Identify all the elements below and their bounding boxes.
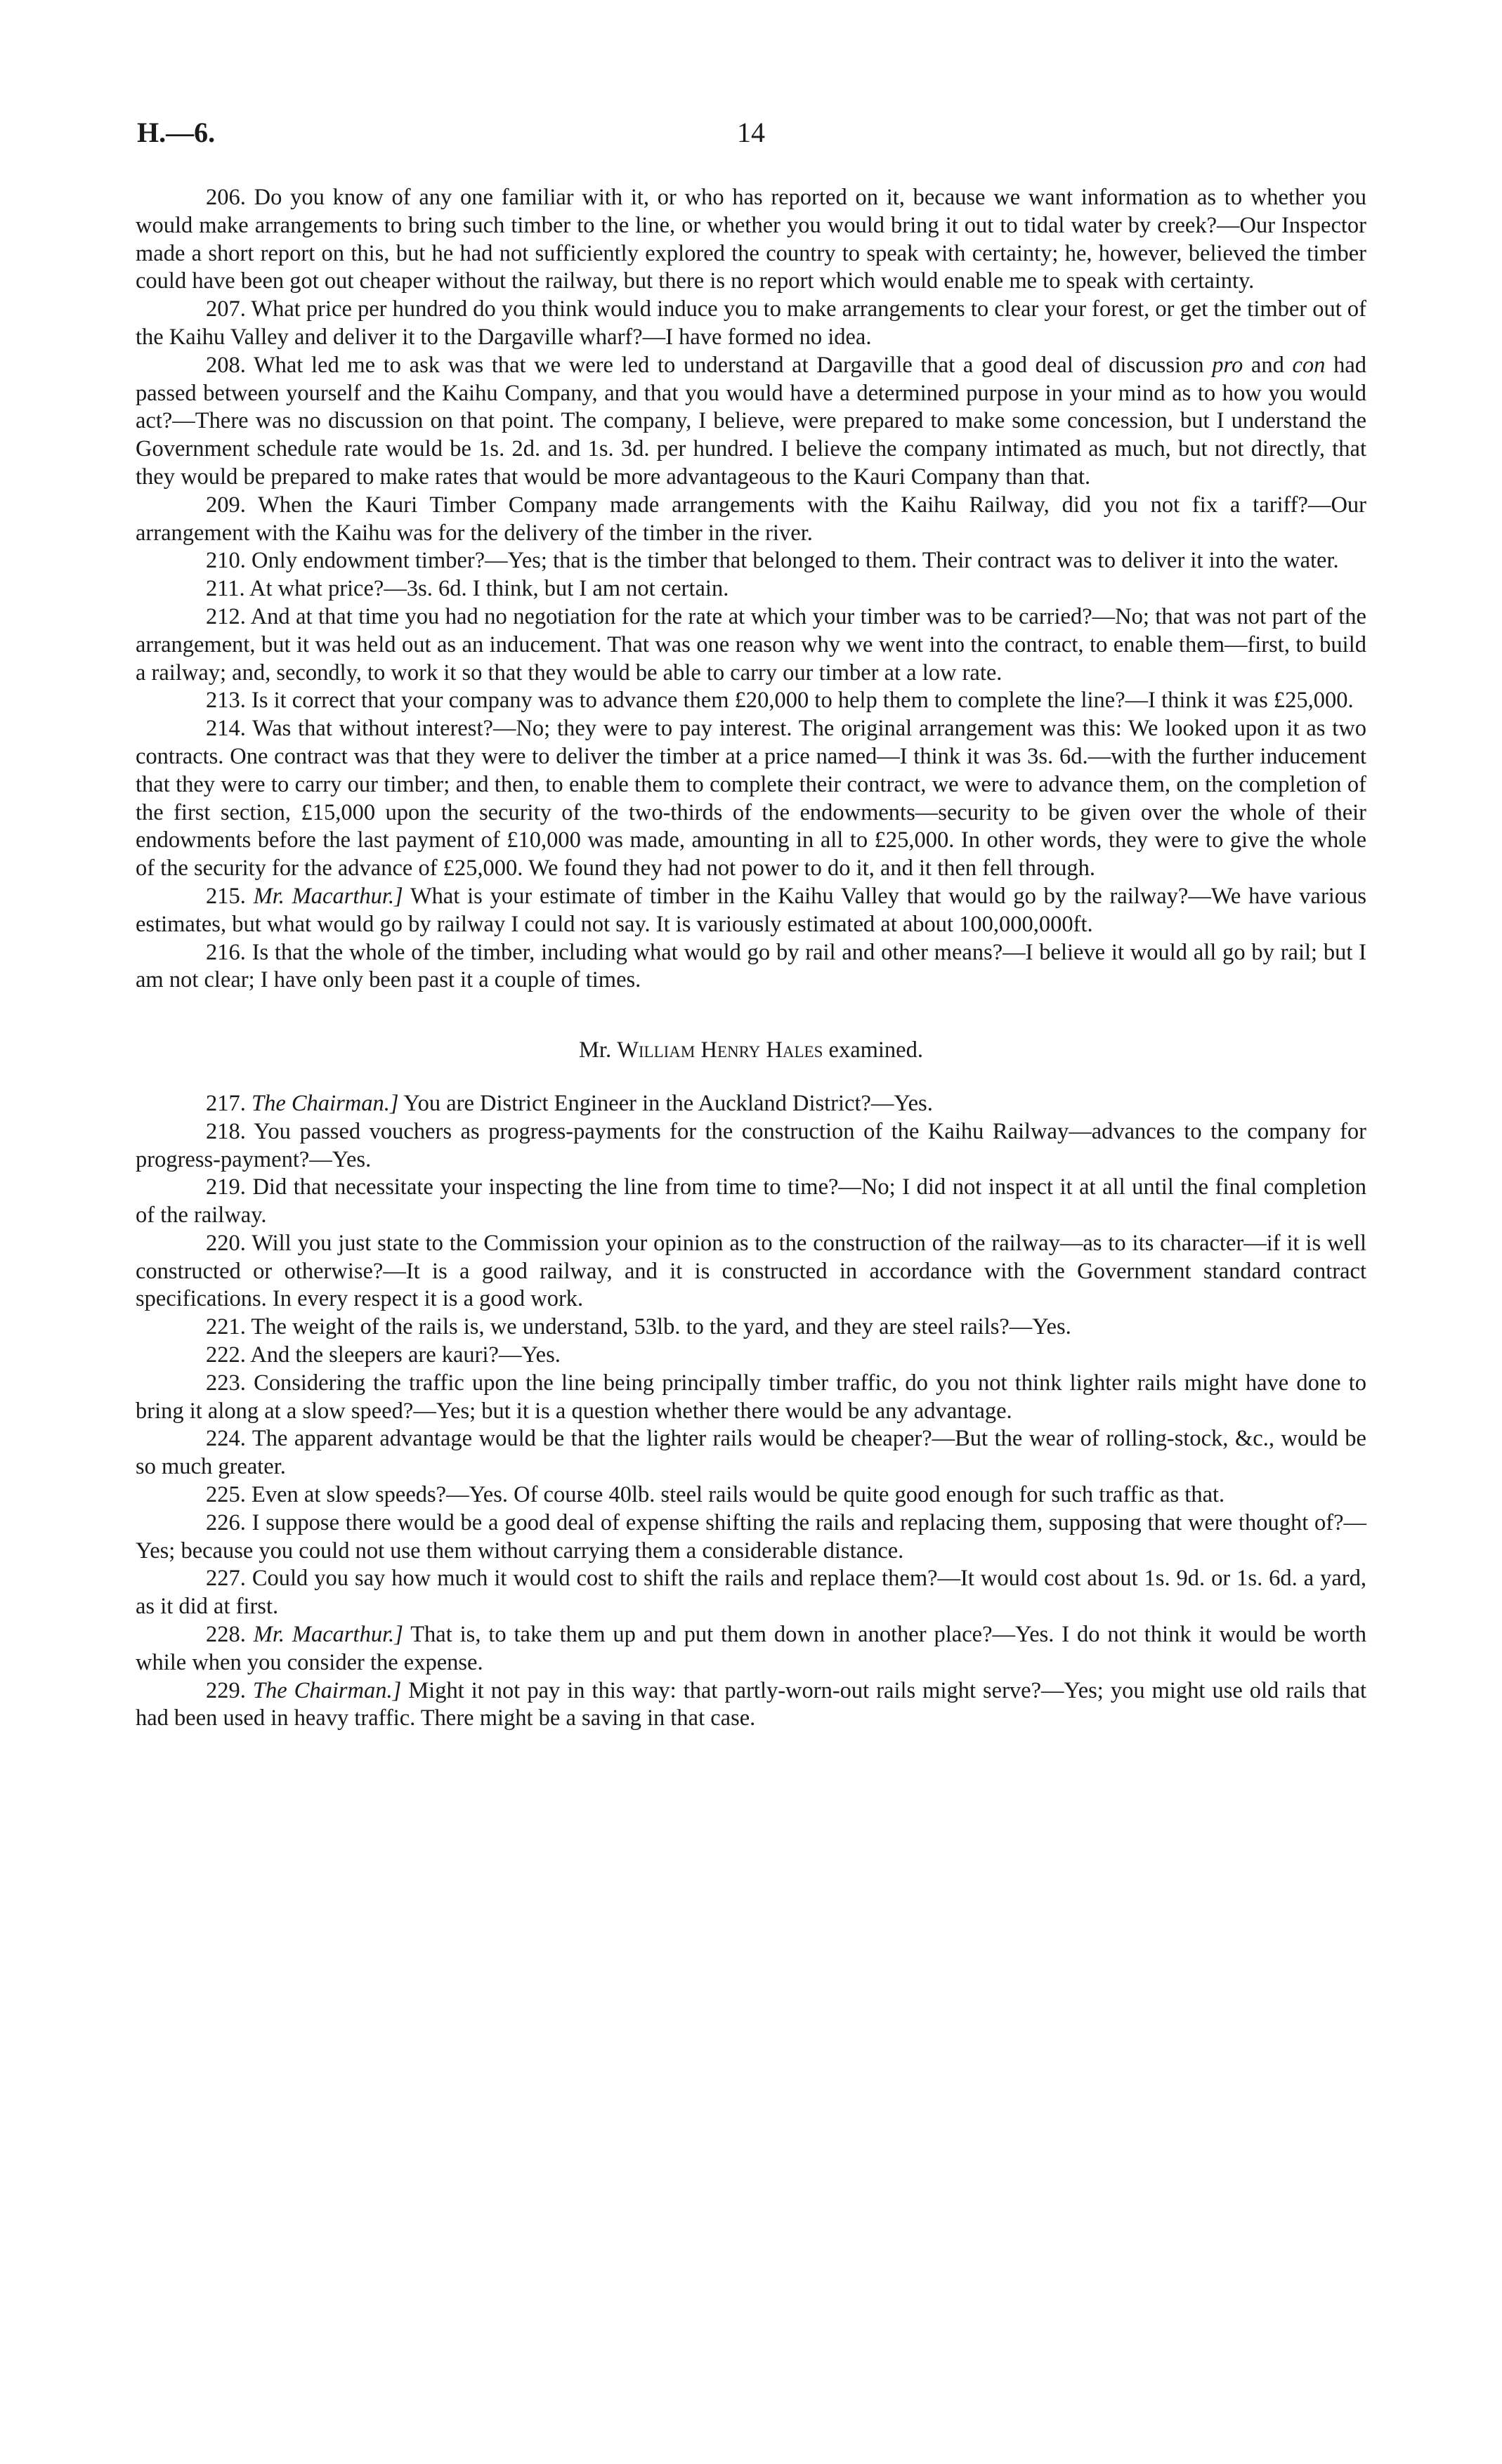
speaker-label: Mr. Macarthur.] [253, 883, 403, 909]
paragraph-227 [136, 1565, 1366, 1621]
italic-term: con [1292, 352, 1326, 378]
paragraph-222 [136, 1342, 1366, 1370]
paragraph-217 [136, 1090, 1366, 1118]
paragraph-text: Is that the whole of the timber, including what would go by rail and other means?—I believe it would all go by rail; but I am not clear; I have only been past it a couple of times. [136, 939, 1367, 993]
paragraph-text: You passed vouchers as progress-payments for the construction of the Kaihu Railway—advances to the company for progress-payment?—Yes. [136, 1118, 1366, 1172]
paragraph-221 [136, 1313, 1366, 1342]
paragraph-text: Was that without interest?—No; they were to pay interest. The original arrangement was this: We looked upon it as two contracts. One contract was that they were to deliver the timber at a price named—I think it was 3s. 6d.—with the further inducement that they were to carry our timber; and then, to enable them to complete their contract, we were to advance them, on the completion of the first section, £15,000 upon the security of the two-thirds of the endowments—security to be given over the whole of their endowments before the last payment of £10,000 was made, amounting in all to £25,000. In other words, they were to give the whole of the security for the advance of £25,000. We found they had not power to do it, and it then fell through. [136, 716, 1366, 882]
page-number: 14 [737, 117, 765, 148]
paragraph-text: Could you say how much it would cost to shift the rails and replace them?—It would cost about 1s. 9d. or 1s. 6d. a yard, as it did at first. [136, 1566, 1367, 1620]
paragraph-text: The weight of the rails is, we understand, 53lb. to the yard, and they are steel rails?—Yes. [251, 1314, 1071, 1340]
paragraph-223 [136, 1370, 1366, 1426]
speaker-label: Mr. Macarthur.] [253, 1622, 403, 1648]
heading-suffix: examined. [828, 1037, 923, 1063]
paragraph-226 [136, 1509, 1366, 1566]
paragraph-text: The apparent advantage would be that the lighter rails would be cheaper?—But the wear of rolling-stock, &c., would be so much greater. [136, 1426, 1366, 1480]
question-number: 223. [206, 1370, 246, 1396]
question-number: 216. [206, 939, 246, 965]
paragraph-text: You are District Engineer in the Auckland District?—Yes. [403, 1090, 933, 1116]
paragraph-text: I suppose there would be a good deal of expense shifting the rails and replacing them, supposing that were thought of?—Yes; because you could not use them without carrying them a considerable distance. [136, 1509, 1367, 1564]
paragraph-214 [136, 715, 1366, 883]
paragraph-210 [136, 547, 1366, 575]
paragraph-218 [136, 1118, 1366, 1174]
question-number: 214. [206, 716, 246, 742]
paragraph-text: At what price?—3s. 6d. I think, but I am not certain. [249, 576, 729, 602]
paragraph-text: What is your estimate of timber in the Kaihu Valley that would go by the railway?—We have various estimates, but what would go by railway I could not say. It is variously estimated at about 100,000,000ft. [136, 883, 1366, 937]
paragraph-text: Is it correct that your company was to advance them £20,000 to help them to complete the line?—I think it was £25,000. [252, 688, 1354, 714]
question-number: 224. [206, 1426, 246, 1452]
paragraph-208 [136, 352, 1366, 492]
question-number: 217. [206, 1090, 246, 1116]
question-number: 210. [206, 548, 246, 574]
paragraph-224 [136, 1425, 1366, 1481]
question-number: 220. [206, 1230, 246, 1256]
question-number: 213. [206, 688, 246, 714]
paragraph-209 [136, 492, 1366, 548]
question-number: 221. [206, 1314, 246, 1340]
italic-term: pro [1212, 352, 1243, 378]
paragraph-text: And at that time you had no negotiation for the rate at which your timber was to be carried?—No; that was not part of the arrangement, but it was held out as an inducement. That was one reason why we went into the contract, to enable them—first, to build a railway; and, secondly, to work it so that they would be able to carry our timber at a low rate. [136, 603, 1366, 686]
paragraph-text: Will you just state to the Commission your opinion as to the construction of the railway—as to its character—if it is well constructed or otherwise?—It is a good railway, and it is constructed in accordance with the Government standard contract specifications. In every respect it is a good work. [136, 1230, 1367, 1312]
heading-prefix: Mr. [579, 1037, 612, 1063]
speaker-label: The Chairman.] [252, 1677, 402, 1703]
question-number: 206. [206, 185, 246, 210]
question-number: 225. [206, 1482, 246, 1508]
paragraph-text: Considering the traffic upon the line being principally timber traffic, do you not think lighter rails might have done to bring it along at a slow speed?—Yes; but it is a question whether there would be any advantage. [136, 1370, 1367, 1424]
witness-heading [136, 1037, 1366, 1065]
paragraph-219 [136, 1174, 1366, 1230]
paragraph-206 [136, 184, 1366, 296]
speaker-label: The Chairman.] [252, 1090, 399, 1116]
question-number: 218. [206, 1118, 246, 1144]
paragraph-text: When the Kauri Timber Company made arrangements with the Kaihu Railway, did you not fix a tariff?—Our arrangement with the Kaihu was for the delivery of the timber in the river. [136, 492, 1366, 546]
question-number: 209. [206, 492, 246, 518]
paragraph-text: And the sleepers are kauri?—Yes. [250, 1342, 561, 1368]
question-number: 227. [206, 1566, 246, 1592]
question-number: 212. [206, 603, 246, 629]
paragraph-text: and [1250, 352, 1284, 378]
paragraph-text: What led me to ask was that we were led to understand at Dargaville that a good deal of discussion [253, 352, 1204, 378]
question-number: 219. [206, 1174, 246, 1200]
page-header [137, 116, 1365, 158]
paragraph-text: Even at slow speeds?—Yes. Of course 40lb. steel rails would be quite good enough for such traffic as that. [252, 1482, 1225, 1508]
paragraph-212 [136, 603, 1366, 687]
paragraph-225 [136, 1481, 1366, 1509]
question-number: 207. [206, 296, 246, 322]
paragraph-text: Do you know of any one familiar with it, or who has reported on it, because we want information as to whether you would make arrangements to bring such timber to the line, or whether you would bring it out to tidal water by creek?—Our Inspector made a short report on this, but he had not sufficiently explored the country to speak with certainty; he, however, believed the timber could have been got out cheaper without the railway, but there is no report which would enable me to speak with certainty. [136, 185, 1366, 294]
witness-name: William Henry Hales [617, 1037, 823, 1063]
document-code: H.—6. [137, 117, 216, 148]
paragraph-229 [136, 1677, 1366, 1734]
paragraph-215 [136, 883, 1366, 939]
paragraph-text: Only endowment timber?—Yes; that is the timber that belonged to them. Their contract was to deliver it into the water. [252, 548, 1339, 574]
question-number: 211. [206, 576, 245, 602]
question-number: 222. [206, 1342, 246, 1368]
paragraph-text: What price per hundred do you think would induce you to make arrangements to clear your forest, or get the timber out of the Kaihu Valley and deliver it to the Dargaville wharf?—I have formed no idea. [136, 296, 1366, 350]
paragraph-228 [136, 1621, 1366, 1677]
question-number: 228. [206, 1622, 246, 1648]
paragraph-text: Did that necessitate your inspecting the line from time to time?—No; I did not inspect it at all until the final completion of the railway. [136, 1174, 1366, 1228]
question-number: 226. [206, 1509, 246, 1535]
paragraph-text: That is, to take them up and put them down in another place?—Yes. I do not think it would be worth while when you consider the expense. [136, 1622, 1366, 1675]
paragraph-text: Might it not pay in this way: that partly-worn-out rails might serve?—Yes; you might use old rails that had been used in heavy traffic. There might be a saving in that case. [136, 1677, 1367, 1731]
question-number: 229. [206, 1677, 246, 1703]
paragraph-text: had passed between yourself and the Kaihu Company, and that you would have a determined purpose in your mind as to how you would act?—There was no discussion on that point. The company, I believe, were prepared to make some concession, but I understand the Government schedule rate would be 1s. 2d. and 1s. 3d. per hundred. I believe the company intimated as much, but not directly, that they would be prepared to make rates that would be more advantageous to the Kauri Company than that. [136, 352, 1367, 490]
paragraph-216 [136, 939, 1366, 995]
paragraph-213 [136, 687, 1366, 715]
paragraph-220 [136, 1230, 1366, 1313]
paragraph-211 [136, 575, 1366, 603]
question-number: 215. [206, 883, 246, 909]
paragraph-207 [136, 296, 1366, 352]
question-number: 208. [206, 352, 246, 378]
document-body [136, 184, 1366, 1733]
